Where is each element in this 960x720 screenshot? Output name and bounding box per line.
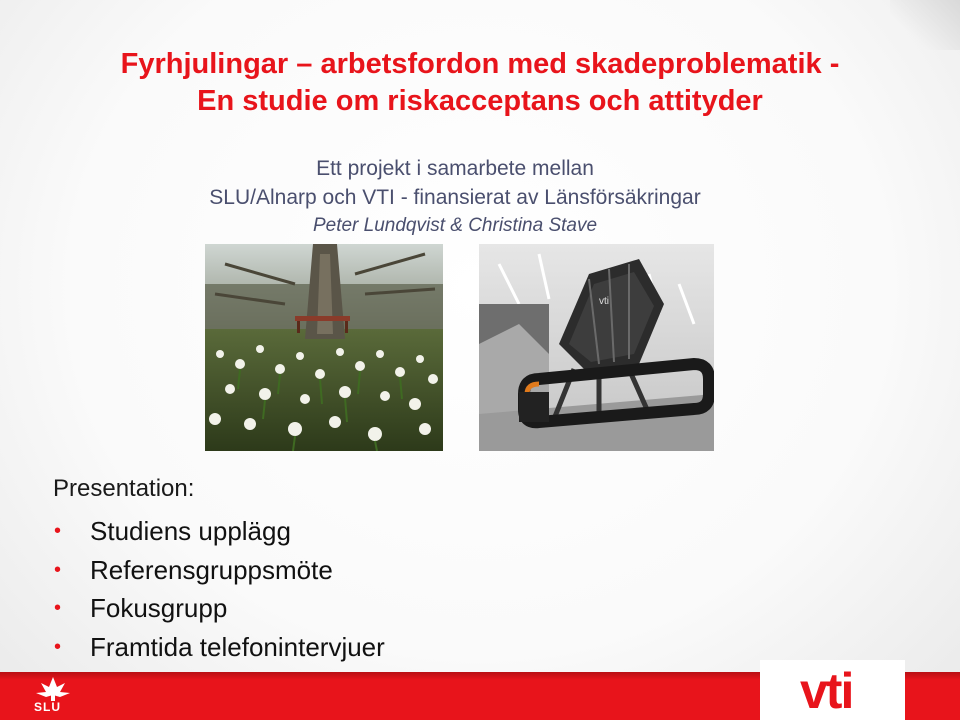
agenda-list (50, 512, 385, 666)
bullet-dot-icon: • (54, 635, 62, 658)
agenda-item-label: Studiens upplägg (90, 516, 291, 546)
list-item (50, 589, 385, 628)
agenda-item-label: Referensgruppsmöte (90, 554, 333, 585)
bullet-dot-icon: • (54, 597, 62, 619)
garden-photo (205, 244, 443, 451)
slide-title-line2: En studie om riskacceptans och attityder (197, 85, 763, 117)
presentation-label: Presentation: (53, 475, 195, 502)
list-item (50, 551, 385, 590)
agenda-item-label: Framtida telefonintervjuer (90, 631, 385, 662)
list-item (50, 628, 385, 667)
simulator-photo (479, 244, 714, 451)
vti-logo: vti (800, 663, 853, 719)
subtitle-line2: SLU/Alnarp och VTI - finansierat av Länsförsäkringar (209, 186, 701, 209)
slide-title-line1: Fyrhjulingar – arbetsfordon med skadeproblematik - (120, 48, 840, 80)
bullet-dot-icon: • (54, 558, 62, 581)
corner-shade (890, 0, 960, 50)
agenda-item-label: Fokusgrupp (90, 593, 228, 623)
list-item (50, 512, 385, 551)
bullet-dot-icon: • (54, 520, 62, 542)
authors: Peter Lundqvist & Christina Stave (312, 215, 598, 236)
slu-logo-text: SLU (34, 700, 61, 714)
subtitle-line1: Ett projekt i samarbete mellan (316, 157, 594, 180)
svg-text:vti: vti (599, 296, 609, 307)
